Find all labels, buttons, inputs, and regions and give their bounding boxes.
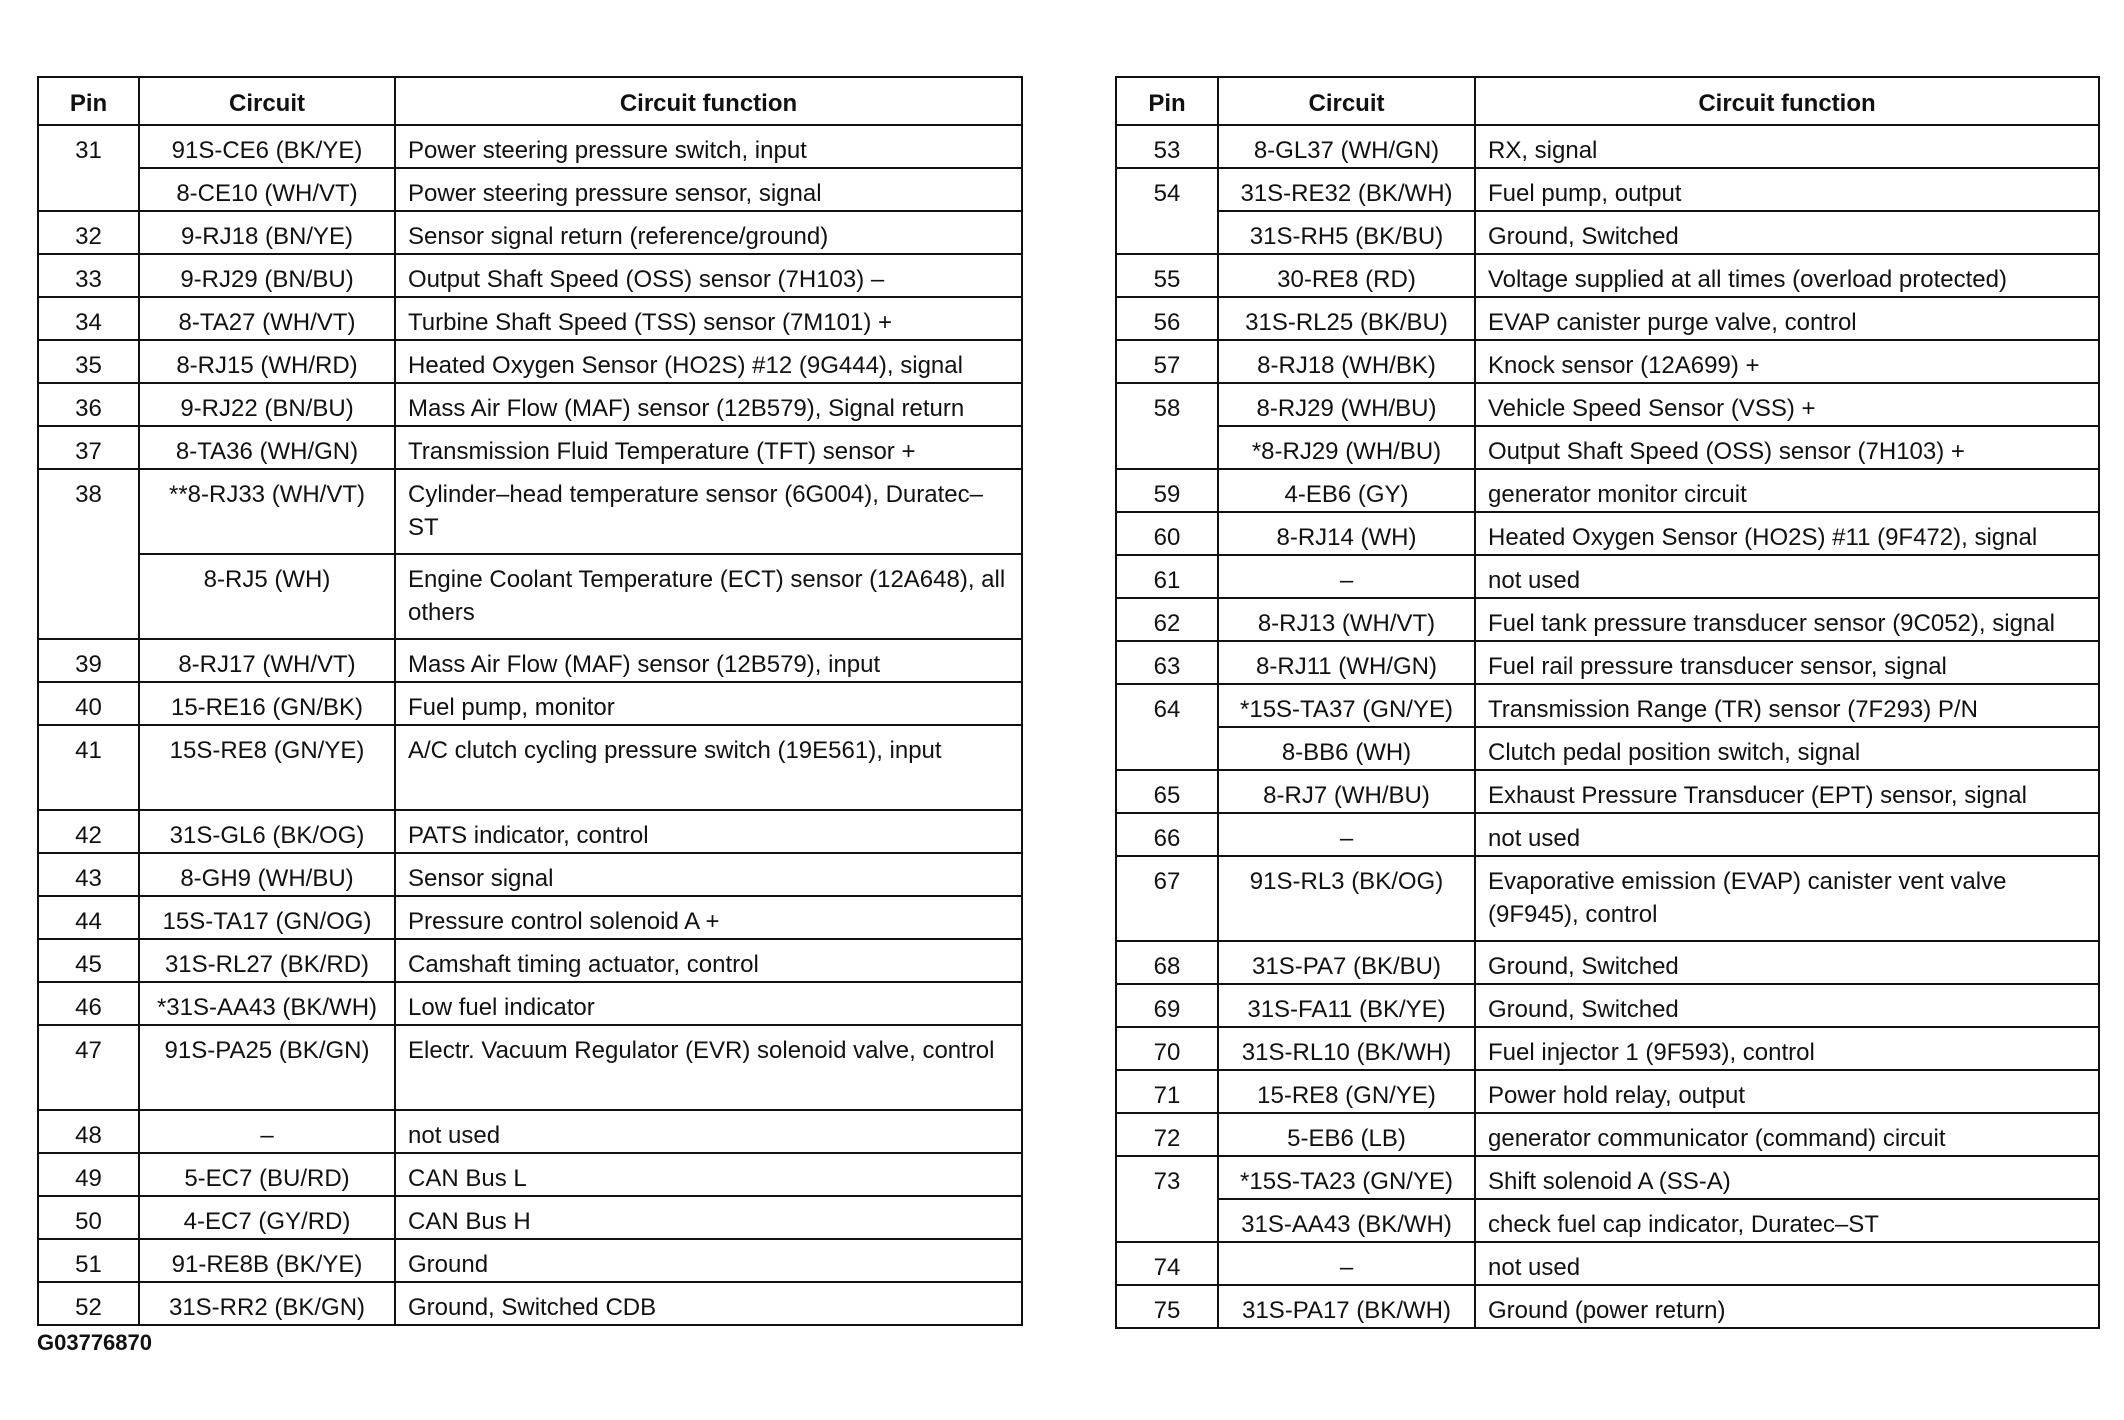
function-cell: Heated Oxygen Sensor (HO2S) #12 (9G444), signal [395, 340, 1022, 383]
table-row [38, 297, 1022, 340]
table-row [38, 1153, 1022, 1196]
circuit-cell: 31S-RH5 (BK/BU) [1218, 211, 1475, 254]
function-cell: Ground [395, 1239, 1022, 1282]
table-row [1116, 856, 2099, 941]
circuit-cell: 5-EC7 (BU/RD) [139, 1153, 395, 1196]
table-row [38, 383, 1022, 426]
table-row [38, 853, 1022, 896]
circuit-cell: 8-BB6 (WH) [1218, 727, 1475, 770]
function-cell: not used [1475, 1242, 2099, 1285]
pin-cell: 75 [1116, 1285, 1218, 1328]
table-row [38, 725, 1022, 810]
function-cell: Output Shaft Speed (OSS) sensor (7H103) + [1475, 426, 2099, 469]
circuit-cell: 91S-PA25 (BK/GN) [139, 1025, 395, 1110]
circuit-cell: 8-RJ11 (WH/GN) [1218, 641, 1475, 684]
pin-cell: 58 [1116, 383, 1218, 469]
function-cell: Ground, Switched [1475, 941, 2099, 984]
function-cell: Fuel tank pressure transducer sensor (9C052), signal [1475, 598, 2099, 641]
pin-cell: 47 [38, 1025, 139, 1110]
pin-cell: 40 [38, 682, 139, 725]
function-cell: not used [1475, 813, 2099, 856]
pin-cell: 44 [38, 896, 139, 939]
table-row [1116, 383, 2099, 426]
figure-id: G03776870 [37, 1330, 152, 1355]
circuit-cell: 8-RJ18 (WH/BK) [1218, 340, 1475, 383]
table-row [38, 1239, 1022, 1282]
pin-cell: 56 [1116, 297, 1218, 340]
function-cell: Vehicle Speed Sensor (VSS) + [1475, 383, 2099, 426]
circuit-cell: 15-RE8 (GN/YE) [1218, 1070, 1475, 1113]
circuit-cell: 31S-RR2 (BK/GN) [139, 1282, 395, 1325]
circuit-header: Circuit [139, 77, 395, 125]
pin-cell: 35 [38, 340, 139, 383]
table-row [1116, 598, 2099, 641]
pin-cell: 59 [1116, 469, 1218, 512]
pin-cell: 66 [1116, 813, 1218, 856]
pin-cell: 51 [38, 1239, 139, 1282]
header-row [38, 77, 1022, 125]
function-cell: Turbine Shaft Speed (TSS) sensor (7M101) + [395, 297, 1022, 340]
table-row [1116, 1113, 2099, 1156]
circuit-cell: 9-RJ29 (BN/BU) [139, 254, 395, 297]
pin-cell: 48 [38, 1110, 139, 1153]
table-row [38, 682, 1022, 725]
pin-cell: 45 [38, 939, 139, 982]
pin-cell: 55 [1116, 254, 1218, 297]
circuit-cell: 8-RJ17 (WH/VT) [139, 639, 395, 682]
table-row [38, 340, 1022, 383]
function-cell: Low fuel indicator [395, 982, 1022, 1025]
pin-cell: 49 [38, 1153, 139, 1196]
function-cell: Ground, Switched [1475, 984, 2099, 1027]
circuit-cell: – [1218, 555, 1475, 598]
table-row [1116, 340, 2099, 383]
function-cell: Ground (power return) [1475, 1285, 2099, 1328]
circuit-cell: 31S-PA7 (BK/BU) [1218, 941, 1475, 984]
function-cell: Transmission Range (TR) sensor (7F293) P/N [1475, 684, 2099, 727]
pin-cell: 64 [1116, 684, 1218, 770]
pin-cell: 61 [1116, 555, 1218, 598]
circuit-cell: *15S-TA23 (GN/YE) [1218, 1156, 1475, 1199]
function-cell: Cylinder–head temperature sensor (6G004), Duratec–ST [395, 469, 1022, 554]
function-header: Circuit function [395, 77, 1022, 125]
table-row [38, 1282, 1022, 1325]
pin-header: Pin [38, 77, 139, 125]
table-row [38, 639, 1022, 682]
function-cell: A/C clutch cycling pressure switch (19E561), input [395, 725, 1022, 810]
circuit-cell: 4-EC7 (GY/RD) [139, 1196, 395, 1239]
circuit-cell: 8-RJ29 (WH/BU) [1218, 383, 1475, 426]
function-cell: CAN Bus H [395, 1196, 1022, 1239]
table-row [38, 896, 1022, 939]
table-row [38, 982, 1022, 1025]
function-cell: Power steering pressure switch, input [395, 125, 1022, 168]
pin-cell: 60 [1116, 512, 1218, 555]
circuit-cell: 15-RE16 (GN/BK) [139, 682, 395, 725]
circuit-cell: 31S-AA43 (BK/WH) [1218, 1199, 1475, 1242]
circuit-cell: 31S-RL27 (BK/RD) [139, 939, 395, 982]
pin-cell: 37 [38, 426, 139, 469]
pin-cell: 39 [38, 639, 139, 682]
table-row [1116, 1242, 2099, 1285]
table-row [1116, 727, 2099, 770]
circuit-cell: 31S-RL10 (BK/WH) [1218, 1027, 1475, 1070]
table-row [38, 1110, 1022, 1153]
table-row [1116, 254, 2099, 297]
circuit-cell: 9-RJ18 (BN/YE) [139, 211, 395, 254]
function-cell: Heated Oxygen Sensor (HO2S) #11 (9F472), signal [1475, 512, 2099, 555]
table-row [38, 1025, 1022, 1110]
header-row [1116, 77, 2099, 125]
function-cell: Ground, Switched CDB [395, 1282, 1022, 1325]
pin-cell: 34 [38, 297, 139, 340]
pin-cell: 57 [1116, 340, 1218, 383]
table-row [38, 1196, 1022, 1239]
function-cell: Voltage supplied at all times (overload protected) [1475, 254, 2099, 297]
function-cell: generator monitor circuit [1475, 469, 2099, 512]
pin-cell: 70 [1116, 1027, 1218, 1070]
table-row [1116, 813, 2099, 856]
table-row [38, 254, 1022, 297]
function-cell: Mass Air Flow (MAF) sensor (12B579), input [395, 639, 1022, 682]
function-cell: Fuel rail pressure transducer sensor, signal [1475, 641, 2099, 684]
left-pin-table [37, 76, 1023, 1326]
table-row [38, 168, 1022, 211]
pin-cell: 53 [1116, 125, 1218, 168]
function-cell: Ground, Switched [1475, 211, 2099, 254]
table-row [1116, 1027, 2099, 1070]
table-row [1116, 555, 2099, 598]
pin-cell: 42 [38, 810, 139, 853]
pin-cell: 68 [1116, 941, 1218, 984]
function-cell: check fuel cap indicator, Duratec–ST [1475, 1199, 2099, 1242]
pin-cell: 69 [1116, 984, 1218, 1027]
table-row [38, 469, 1022, 554]
function-cell: Pressure control solenoid A + [395, 896, 1022, 939]
table-row [38, 125, 1022, 168]
pin-cell: 50 [38, 1196, 139, 1239]
circuit-cell: *15S-TA37 (GN/YE) [1218, 684, 1475, 727]
pin-cell: 41 [38, 725, 139, 810]
function-cell: not used [1475, 555, 2099, 598]
circuit-cell: 8-RJ5 (WH) [139, 554, 395, 639]
table-row [1116, 469, 2099, 512]
pin-cell: 65 [1116, 770, 1218, 813]
function-cell: generator communicator (command) circuit [1475, 1113, 2099, 1156]
pin-cell: 43 [38, 853, 139, 896]
circuit-cell: 8-RJ13 (WH/VT) [1218, 598, 1475, 641]
function-cell: Fuel pump, output [1475, 168, 2099, 211]
function-cell: PATS indicator, control [395, 810, 1022, 853]
pin-cell: 33 [38, 254, 139, 297]
table-row [38, 426, 1022, 469]
circuit-cell: 15S-RE8 (GN/YE) [139, 725, 395, 810]
circuit-cell: – [139, 1110, 395, 1153]
pin-cell: 54 [1116, 168, 1218, 254]
pin-cell: 72 [1116, 1113, 1218, 1156]
circuit-cell: 8-RJ7 (WH/BU) [1218, 770, 1475, 813]
pin-cell: 74 [1116, 1242, 1218, 1285]
table-row [1116, 1070, 2099, 1113]
pin-cell: 73 [1116, 1156, 1218, 1242]
function-cell: Transmission Fluid Temperature (TFT) sensor + [395, 426, 1022, 469]
pin-cell: 31 [38, 125, 139, 211]
circuit-cell: 91S-CE6 (BK/YE) [139, 125, 395, 168]
function-cell: Mass Air Flow (MAF) sensor (12B579), Signal return [395, 383, 1022, 426]
function-cell: Knock sensor (12A699) + [1475, 340, 2099, 383]
circuit-cell: 31S-RE32 (BK/WH) [1218, 168, 1475, 211]
table-row [1116, 684, 2099, 727]
table-row [1116, 641, 2099, 684]
function-cell: RX, signal [1475, 125, 2099, 168]
table-row [38, 554, 1022, 639]
table-row [1116, 984, 2099, 1027]
circuit-cell: **8-RJ33 (WH/VT) [139, 469, 395, 554]
pin-cell: 71 [1116, 1070, 1218, 1113]
circuit-cell: 8-TA36 (WH/GN) [139, 426, 395, 469]
pin-cell: 52 [38, 1282, 139, 1325]
function-cell: Shift solenoid A (SS-A) [1475, 1156, 2099, 1199]
function-cell: CAN Bus L [395, 1153, 1022, 1196]
function-cell: Clutch pedal position switch, signal [1475, 727, 2099, 770]
table-row [1116, 1285, 2099, 1328]
function-cell: Output Shaft Speed (OSS) sensor (7H103) – [395, 254, 1022, 297]
table-row [1116, 211, 2099, 254]
circuit-cell: 8-TA27 (WH/VT) [139, 297, 395, 340]
function-cell: Fuel pump, monitor [395, 682, 1022, 725]
table-row [1116, 426, 2099, 469]
function-cell: Power steering pressure sensor, signal [395, 168, 1022, 211]
function-cell: not used [395, 1110, 1022, 1153]
circuit-cell: 31S-PA17 (BK/WH) [1218, 1285, 1475, 1328]
table-row [1116, 168, 2099, 211]
table-row [1116, 1156, 2099, 1199]
circuit-cell: 31S-FA11 (BK/YE) [1218, 984, 1475, 1027]
pin-cell: 36 [38, 383, 139, 426]
table-row [38, 939, 1022, 982]
table-row [1116, 512, 2099, 555]
circuit-cell: 15S-TA17 (GN/OG) [139, 896, 395, 939]
function-header: Circuit function [1475, 77, 2099, 125]
function-cell: Sensor signal return (reference/ground) [395, 211, 1022, 254]
circuit-cell: *31S-AA43 (BK/WH) [139, 982, 395, 1025]
function-cell: Camshaft timing actuator, control [395, 939, 1022, 982]
circuit-header: Circuit [1218, 77, 1475, 125]
pin-cell: 67 [1116, 856, 1218, 941]
circuit-cell: 8-RJ14 (WH) [1218, 512, 1475, 555]
right-pin-table [1115, 76, 2100, 1329]
function-cell: Engine Coolant Temperature (ECT) sensor (12A648), all others [395, 554, 1022, 639]
function-cell: Evaporative emission (EVAP) canister vent valve (9F945), control [1475, 856, 2099, 941]
circuit-cell: 91-RE8B (BK/YE) [139, 1239, 395, 1282]
table-row [1116, 297, 2099, 340]
circuit-cell: 8-CE10 (WH/VT) [139, 168, 395, 211]
function-cell: Power hold relay, output [1475, 1070, 2099, 1113]
function-cell: EVAP canister purge valve, control [1475, 297, 2099, 340]
circuit-cell: 8-GL37 (WH/GN) [1218, 125, 1475, 168]
circuit-cell: *8-RJ29 (WH/BU) [1218, 426, 1475, 469]
function-cell: Electr. Vacuum Regulator (EVR) solenoid valve, control [395, 1025, 1022, 1110]
circuit-cell: 4-EB6 (GY) [1218, 469, 1475, 512]
function-cell: Fuel injector 1 (9F593), control [1475, 1027, 2099, 1070]
table-row [1116, 941, 2099, 984]
function-cell: Sensor signal [395, 853, 1022, 896]
pin-header: Pin [1116, 77, 1218, 125]
circuit-cell: – [1218, 813, 1475, 856]
function-cell: Exhaust Pressure Transducer (EPT) sensor, signal [1475, 770, 2099, 813]
pin-cell: 46 [38, 982, 139, 1025]
pin-cell: 38 [38, 469, 139, 639]
table-row [1116, 770, 2099, 813]
pin-cell: 63 [1116, 641, 1218, 684]
circuit-cell: 5-EB6 (LB) [1218, 1113, 1475, 1156]
circuit-cell: 9-RJ22 (BN/BU) [139, 383, 395, 426]
circuit-cell: 8-RJ15 (WH/RD) [139, 340, 395, 383]
table-row [1116, 125, 2099, 168]
circuit-cell: 91S-RL3 (BK/OG) [1218, 856, 1475, 941]
table-row [38, 810, 1022, 853]
table-row [38, 211, 1022, 254]
circuit-cell: 31S-GL6 (BK/OG) [139, 810, 395, 853]
table-row [1116, 1199, 2099, 1242]
circuit-cell: 31S-RL25 (BK/BU) [1218, 297, 1475, 340]
circuit-cell: 30-RE8 (RD) [1218, 254, 1475, 297]
circuit-cell: – [1218, 1242, 1475, 1285]
pin-cell: 62 [1116, 598, 1218, 641]
circuit-cell: 8-GH9 (WH/BU) [139, 853, 395, 896]
pin-cell: 32 [38, 211, 139, 254]
